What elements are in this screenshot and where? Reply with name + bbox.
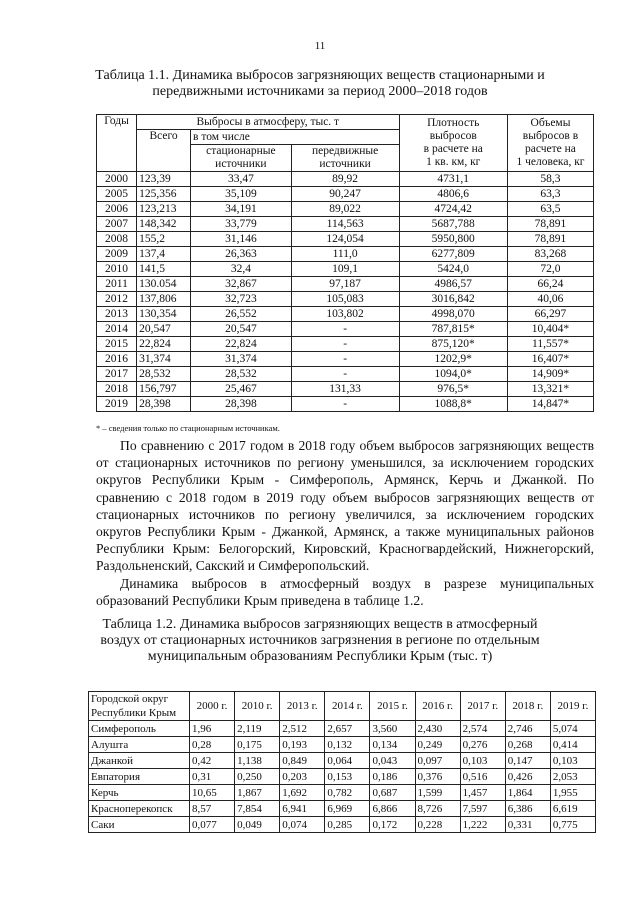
- table-cell: 3,560: [370, 721, 415, 737]
- table-cell: 0,153: [325, 769, 370, 785]
- table-cell: 2017: [97, 367, 137, 382]
- table-cell: 89,022: [291, 202, 399, 217]
- table-cell: 89,92: [291, 172, 399, 187]
- table-cell: 31,146: [191, 232, 292, 247]
- table-cell: 148,342: [137, 217, 191, 232]
- table-cell: 2019: [97, 397, 137, 412]
- table-cell: 11,557*: [507, 337, 593, 352]
- header-year: 2017 г.: [460, 692, 505, 721]
- table-cell: 1,867: [235, 785, 280, 801]
- table-cell: 1,138: [235, 753, 280, 769]
- table-cell: 0,186: [370, 769, 415, 785]
- header-density: [399, 115, 507, 172]
- paragraph-comparison: По сравнению с 2017 годом в 2018 году объем выбросов загрязняющих веществ от стационарных источников по региону уменьшился, за исключением городских округов Республики Крым - Симферополь, Армянск, Керчь и Джанкой. По сравнению с 2018 годом в 2019 году объем выбросов загрязняющих веществ от стационарных источников по региону увеличился, за исключением городских округов Республики Крым - Джанкой, Армянск, а также муниципальных районов Республики Крым: Белогорский, Кировский, Красногвардейский, Нижнегорский, Раздольненский, Сакский и Симферопольский.: [96, 438, 594, 574]
- header-stationary: [191, 145, 292, 172]
- table-cell: 0,276: [460, 737, 505, 753]
- table-row: [97, 247, 594, 262]
- header-year: 2016 г.: [415, 692, 460, 721]
- header-density-line1: Плотность: [427, 117, 480, 129]
- municipality-name: Евпатория: [89, 769, 190, 785]
- table-cell: 6,969: [325, 801, 370, 817]
- table-cell: 2,574: [460, 721, 505, 737]
- table-cell: 0,103: [460, 753, 505, 769]
- table-cell: 0,132: [325, 737, 370, 753]
- table-cell: 25,467: [191, 382, 292, 397]
- table-row: [97, 292, 594, 307]
- table-cell: 31,374: [191, 352, 292, 367]
- header-stationary-line1: стационарные: [206, 145, 276, 157]
- table-cell: 14,909*: [507, 367, 593, 382]
- table-cell: 35,109: [191, 187, 292, 202]
- header-stationary-line2: источники: [215, 158, 267, 170]
- table-cell: 0,42: [190, 753, 235, 769]
- table-cell: 2012: [97, 292, 137, 307]
- table-cell: 5950,800: [399, 232, 507, 247]
- table-cell: 130.054: [137, 277, 191, 292]
- table2-caption-line3: муниципальным образованиям Республики Крым (тыс. т): [147, 649, 493, 664]
- header-emissions: Выбросы в атмосферу, тыс. т: [137, 115, 399, 130]
- table-cell: 137,4: [137, 247, 191, 262]
- table-cell: 28,532: [137, 367, 191, 382]
- table-row: [97, 277, 594, 292]
- table-cell: 32,4: [191, 262, 292, 277]
- table-cell: 0,103: [550, 753, 595, 769]
- table-cell: 4998,070: [399, 307, 507, 322]
- table-row: [97, 202, 594, 217]
- table-cell: 103,802: [291, 307, 399, 322]
- header-including: в том числе: [191, 130, 399, 145]
- table-row: [97, 172, 594, 187]
- table-cell: 155,2: [137, 232, 191, 247]
- table-cell: 7,854: [235, 801, 280, 817]
- table-cell: 72,0: [507, 262, 593, 277]
- table2-caption-line2: воздух от стационарных источников загрязнения в регионе по отдельным: [100, 633, 540, 648]
- table-cell: 0,516: [460, 769, 505, 785]
- table-cell: 58,3: [507, 172, 593, 187]
- table2-caption-line1: Таблица 1.2. Динамика выбросов загрязняющих веществ в атмосферный: [102, 617, 538, 632]
- table1-footnote: * – сведения только по стационарным источникам.: [96, 423, 280, 433]
- table-cell: 109,1: [291, 262, 399, 277]
- table-cell: 787,815*: [399, 322, 507, 337]
- table-row: [89, 721, 596, 737]
- table-cell: 0,175: [235, 737, 280, 753]
- table-cell: 0,147: [505, 753, 550, 769]
- table-cell: 34,191: [191, 202, 292, 217]
- municipality-name: Саки: [89, 817, 190, 833]
- table-cell: 0,077: [190, 817, 235, 833]
- municipality-name: Красноперекопск: [89, 801, 190, 817]
- header-year: 2019 г.: [550, 692, 595, 721]
- table-row: [89, 817, 596, 833]
- header-volume-line4: 1 человека, кг: [516, 156, 585, 168]
- table-cell: 26,363: [191, 247, 292, 262]
- table-cell: 0,268: [505, 737, 550, 753]
- table-cell: 130,354: [137, 307, 191, 322]
- table-cell: 1,692: [280, 785, 325, 801]
- table-cell: 111,0: [291, 247, 399, 262]
- table-cell: 2005: [97, 187, 137, 202]
- table-cell: 0,28: [190, 737, 235, 753]
- table-cell: 2013: [97, 307, 137, 322]
- table-cell: 63,5: [507, 202, 593, 217]
- table-cell: 97,187: [291, 277, 399, 292]
- table-cell: 0,074: [280, 817, 325, 833]
- table-cell: 4986,57: [399, 277, 507, 292]
- table-cell: 0,250: [235, 769, 280, 785]
- table-cell: 0,193: [280, 737, 325, 753]
- table-cell: 124,054: [291, 232, 399, 247]
- header-total: Всего: [137, 130, 191, 172]
- header-density-line2: выбросов: [429, 130, 477, 142]
- table-row: [89, 801, 596, 817]
- table-cell: 2,512: [280, 721, 325, 737]
- table-cell: 28,532: [191, 367, 292, 382]
- table-cell: 13,321*: [507, 382, 593, 397]
- table-cell: 1,955: [550, 785, 595, 801]
- table-cell: 156,797: [137, 382, 191, 397]
- table-cell: -: [291, 397, 399, 412]
- table-cell: 4806,6: [399, 187, 507, 202]
- table-cell: 22,824: [137, 337, 191, 352]
- table-cell: 20,547: [137, 322, 191, 337]
- table-cell: 66,24: [507, 277, 593, 292]
- header-volume-line2: выбросов в: [522, 130, 579, 142]
- table-cell: 10,404*: [507, 322, 593, 337]
- table-cell: 8,57: [190, 801, 235, 817]
- table-cell: 1,457: [460, 785, 505, 801]
- table-row: [97, 337, 594, 352]
- header-density-line3: в расчете на: [423, 143, 483, 155]
- table-cell: 5687,788: [399, 217, 507, 232]
- table-cell: 0,775: [550, 817, 595, 833]
- table-cell: -: [291, 352, 399, 367]
- table-cell: 6277,809: [399, 247, 507, 262]
- table-cell: 1,599: [415, 785, 460, 801]
- table-cell: 1,96: [190, 721, 235, 737]
- table-row: [97, 307, 594, 322]
- table-cell: 2008: [97, 232, 137, 247]
- table-row: [89, 785, 596, 801]
- table-cell: 66,297: [507, 307, 593, 322]
- table-row: [97, 322, 594, 337]
- table-cell: 0,331: [505, 817, 550, 833]
- municipality-name: Керчь: [89, 785, 190, 801]
- table-cell: 0,172: [370, 817, 415, 833]
- header-mobile-line1: передвижные: [311, 145, 379, 157]
- table-cell: 6,941: [280, 801, 325, 817]
- table-cell: 0,687: [370, 785, 415, 801]
- header-density-line4: 1 кв. км, кг: [426, 156, 481, 168]
- table-cell: 2,119: [235, 721, 280, 737]
- table-cell: 4731,1: [399, 172, 507, 187]
- table-cell: 114,563: [291, 217, 399, 232]
- table-cell: 0,049: [235, 817, 280, 833]
- table-cell: 6,619: [550, 801, 595, 817]
- table-cell: 0,782: [325, 785, 370, 801]
- table-cell: 2009: [97, 247, 137, 262]
- header-year: 2010 г.: [235, 692, 280, 721]
- table-cell: 2,430: [415, 721, 460, 737]
- table-cell: 32,723: [191, 292, 292, 307]
- table-cell: 10,65: [190, 785, 235, 801]
- table-cell: 2,746: [505, 721, 550, 737]
- table-cell: 2000: [97, 172, 137, 187]
- table-row: [89, 753, 596, 769]
- table-cell: 78,891: [507, 232, 593, 247]
- table-cell: 976,5*: [399, 382, 507, 397]
- table2-caption: [60, 617, 580, 665]
- table-cell: 0,31: [190, 769, 235, 785]
- table-cell: 26,552: [191, 307, 292, 322]
- table1-caption-line2: передвижными источниками за период 2000–2018 годов: [152, 84, 488, 99]
- header-municipality-line2: Республики Крым: [91, 707, 177, 719]
- table-cell: 7,597: [460, 801, 505, 817]
- header-mobile-line2: источники: [319, 158, 371, 170]
- table-cell: 0,426: [505, 769, 550, 785]
- table-cell: 2,053: [550, 769, 595, 785]
- table-cell: 0,064: [325, 753, 370, 769]
- table-cell: 2014: [97, 322, 137, 337]
- table-cell: 2006: [97, 202, 137, 217]
- table-cell: 5,074: [550, 721, 595, 737]
- table-cell: 1202,9*: [399, 352, 507, 367]
- table-cell: 0,134: [370, 737, 415, 753]
- table1-caption-line1: Таблица 1.1. Динамика выбросов загрязняющих веществ стационарными и: [95, 68, 545, 83]
- table-row: [97, 187, 594, 202]
- table-cell: 28,398: [191, 397, 292, 412]
- table-cell: 0,203: [280, 769, 325, 785]
- table-cell: 0,376: [415, 769, 460, 785]
- table-cell: 125,356: [137, 187, 191, 202]
- table-cell: 14,847*: [507, 397, 593, 412]
- table-cell: 105,083: [291, 292, 399, 307]
- header-year: 2014 г.: [325, 692, 370, 721]
- paragraph-dynamics: Динамика выбросов в атмосферный воздух в разрезе муниципальных образований Республики Крым приведена в таблице 1.2.: [96, 575, 594, 608]
- table-row: [89, 737, 596, 753]
- table-row: [97, 382, 594, 397]
- municipality-name: Алушта: [89, 737, 190, 753]
- header-volume: [507, 115, 593, 172]
- table-row: [89, 769, 596, 785]
- table-row: [97, 232, 594, 247]
- table-cell: 0,097: [415, 753, 460, 769]
- table-cell: 8,726: [415, 801, 460, 817]
- table-cell: 20,547: [191, 322, 292, 337]
- table-cell: 0,849: [280, 753, 325, 769]
- table-cell: 2010: [97, 262, 137, 277]
- table-cell: 2011: [97, 277, 137, 292]
- table-cell: 1094,0*: [399, 367, 507, 382]
- table-cell: 141,5: [137, 262, 191, 277]
- table-cell: 0,228: [415, 817, 460, 833]
- table-cell: 123,213: [137, 202, 191, 217]
- table-cell: 90,247: [291, 187, 399, 202]
- table-cell: 2018: [97, 382, 137, 397]
- municipal-emissions-table: [88, 691, 596, 833]
- table-cell: 1,222: [460, 817, 505, 833]
- table-cell: 78,891: [507, 217, 593, 232]
- header-years: Годы: [97, 115, 137, 172]
- table-cell: 3016,842: [399, 292, 507, 307]
- table-cell: 16,407*: [507, 352, 593, 367]
- table-row: [97, 352, 594, 367]
- municipality-name: Джанкой: [89, 753, 190, 769]
- table-cell: 4724,42: [399, 202, 507, 217]
- header-mobile: [291, 145, 399, 172]
- table-cell: 5424,0: [399, 262, 507, 277]
- table-cell: 875,120*: [399, 337, 507, 352]
- header-volume-line1: Объемы: [530, 117, 571, 129]
- table-cell: 6,386: [505, 801, 550, 817]
- table-cell: 131,33: [291, 382, 399, 397]
- table-cell: 1,864: [505, 785, 550, 801]
- table-cell: 28,398: [137, 397, 191, 412]
- table-cell: 83,268: [507, 247, 593, 262]
- header-year: 2000 г.: [190, 692, 235, 721]
- table-cell: 123,39: [137, 172, 191, 187]
- table-row: [97, 262, 594, 277]
- table-cell: 6,866: [370, 801, 415, 817]
- header-year: 2015 г.: [370, 692, 415, 721]
- table-cell: 33,779: [191, 217, 292, 232]
- table-cell: 1088,8*: [399, 397, 507, 412]
- table-cell: 2016: [97, 352, 137, 367]
- table-row: [97, 367, 594, 382]
- emissions-dynamics-table: [96, 114, 594, 412]
- table-cell: 0,414: [550, 737, 595, 753]
- table-cell: 32,867: [191, 277, 292, 292]
- table-cell: 2,657: [325, 721, 370, 737]
- table-cell: 2015: [97, 337, 137, 352]
- table-cell: 0,043: [370, 753, 415, 769]
- table-row: [97, 217, 594, 232]
- header-year: 2018 г.: [505, 692, 550, 721]
- table-row: [97, 397, 594, 412]
- table-cell: 0,285: [325, 817, 370, 833]
- header-volume-line3: расчете на: [525, 143, 576, 155]
- table-cell: 22,824: [191, 337, 292, 352]
- table-cell: 2007: [97, 217, 137, 232]
- table-cell: -: [291, 337, 399, 352]
- header-municipality-line1: Городской округ: [91, 693, 169, 705]
- table-cell: 0,249: [415, 737, 460, 753]
- body-text: [96, 437, 594, 609]
- table-cell: 40,06: [507, 292, 593, 307]
- table-cell: 33,47: [191, 172, 292, 187]
- page-number: 11: [314, 40, 326, 52]
- table-cell: -: [291, 367, 399, 382]
- table-cell: 31,374: [137, 352, 191, 367]
- table-cell: -: [291, 322, 399, 337]
- municipality-name: Симферополь: [89, 721, 190, 737]
- header-year: 2013 г.: [280, 692, 325, 721]
- table1-caption: [60, 68, 580, 100]
- header-municipality: [89, 692, 190, 721]
- table-cell: 137,806: [137, 292, 191, 307]
- table-cell: 63,3: [507, 187, 593, 202]
